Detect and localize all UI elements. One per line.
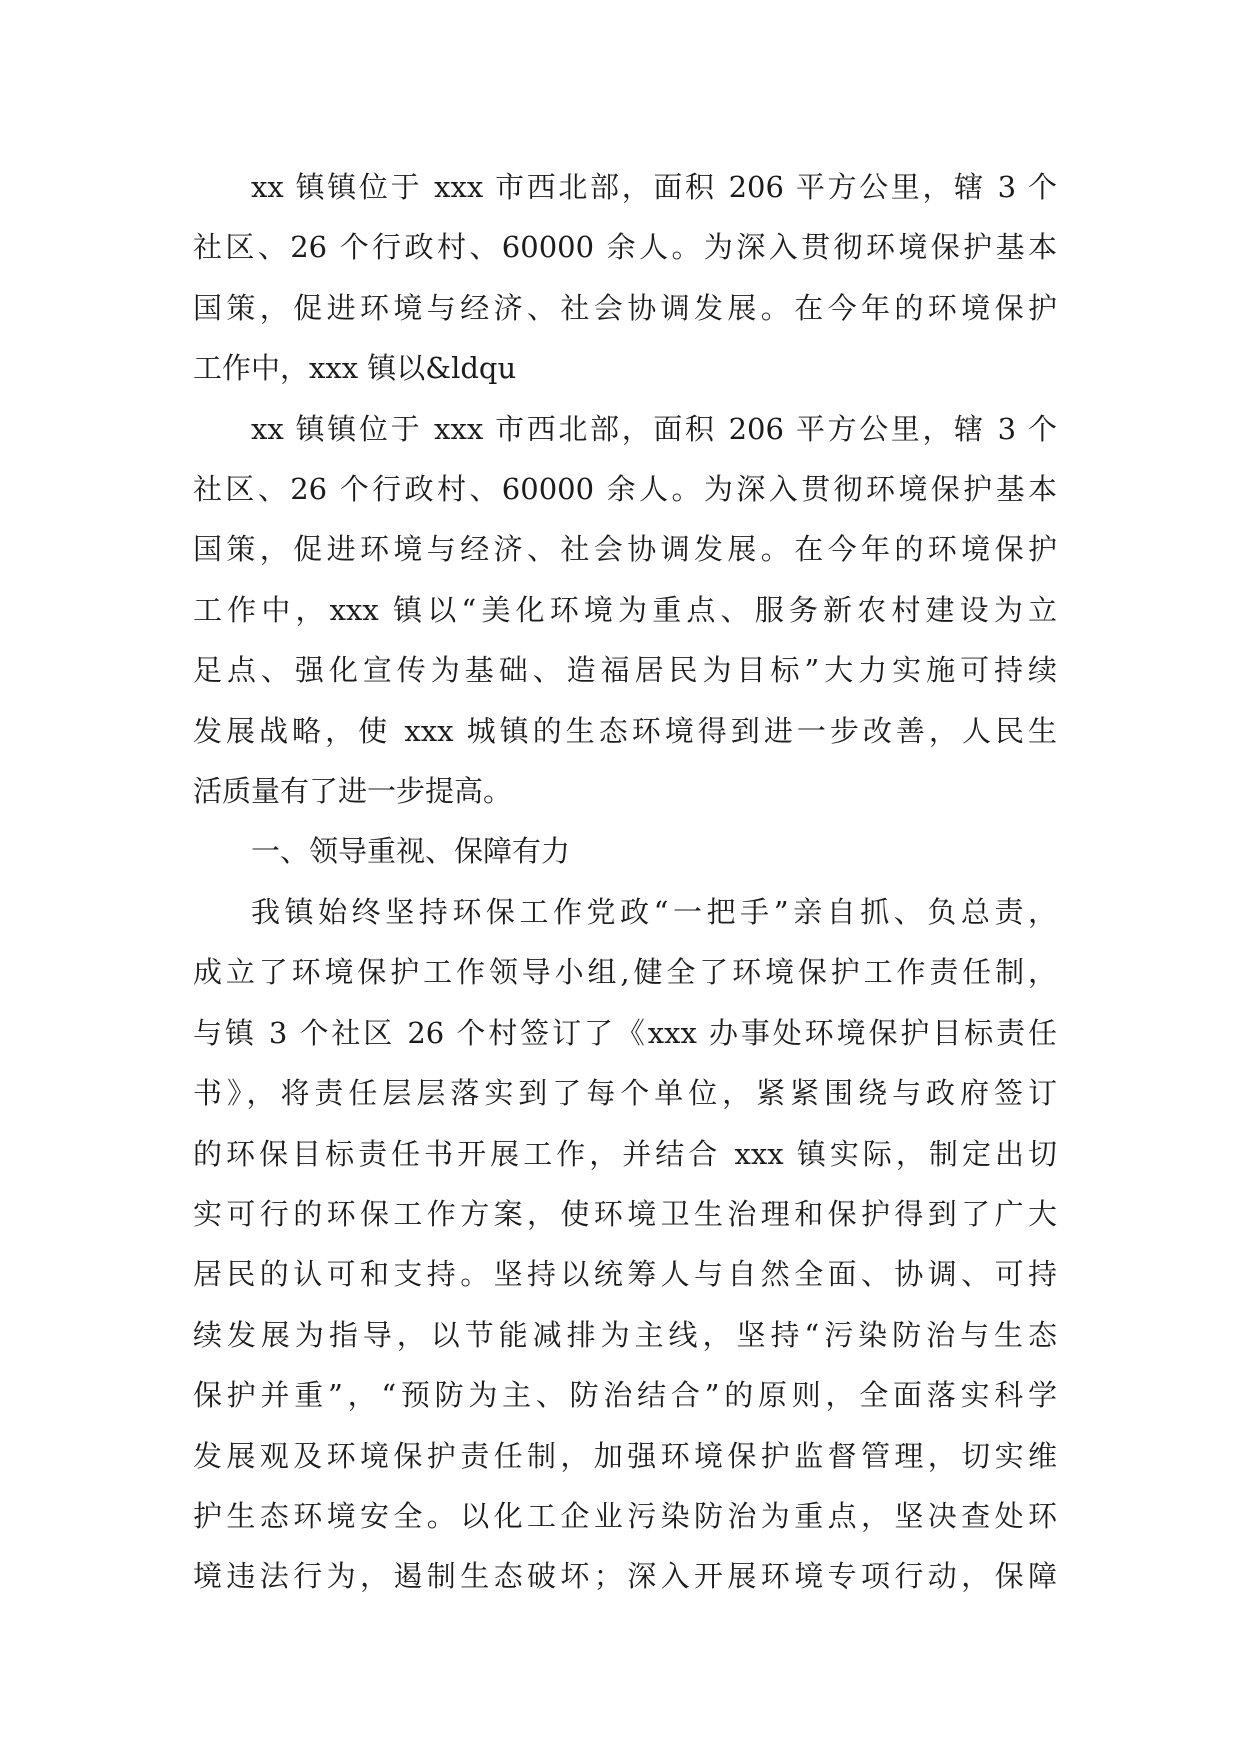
- text-line: 境违法行为，遏制生态破坏；深入开展环境专项行动，保障: [193, 1559, 1057, 1594]
- text-line: 实可行的环保工作方案，使环境卫生治理和保护得到了广大: [193, 1196, 1057, 1231]
- text-line: 发展观及环境保护责任制，加强环境保护监督管理，切实维: [193, 1438, 1057, 1473]
- paragraph-intro: [193, 157, 1057, 399]
- text-line: 社区、26 个行政村、60000 余人。为深入贯彻环境保护基本: [193, 472, 1057, 507]
- text-line: 社区、26 个行政村、60000 余人。为深入贯彻环境保护基本: [193, 230, 1057, 265]
- text-line: 足点、强化宣传为基础、造福居民为目标”大力实施可持续: [193, 653, 1057, 688]
- section-heading: [193, 821, 1057, 881]
- text-line: 活质量有了进一步提高。: [193, 774, 513, 809]
- text-line: xx 镇镇位于 xxx 市西北部，面积 206 平方公里，辖 3 个: [251, 411, 1057, 446]
- text-line: 护生态环境安全。以化工企业污染防治为重点，坚决查处环: [193, 1498, 1057, 1533]
- text-line: 工作中，xxx 镇以“美化环境为重点、服务新农村建设为立: [193, 592, 1057, 627]
- text-line: 居民的认可和支持。坚持以统筹人与自然全面、协调、可持: [193, 1257, 1057, 1292]
- text-line: xx 镇镇位于 xxx 市西北部，面积 206 平方公里，辖 3 个: [251, 170, 1057, 204]
- paragraph-overview: [193, 399, 1057, 822]
- text-line: 成立了环境保护工作领导小组,健全了环境保护工作责任制，: [193, 955, 1057, 990]
- text-line: 国策，促进环境与经济、社会协调发展。在今年的环境保护: [193, 532, 1057, 567]
- heading-line: 一、领导重视、保障有力: [251, 834, 571, 869]
- text-line: 国策，促进环境与经济、社会协调发展。在今年的环境保护: [193, 290, 1057, 325]
- text-line: 发展战略，使 xxx 城镇的生态环境得到进一步改善，人民生: [193, 713, 1057, 748]
- text-line: 保护并重”，“预防为主、防治结合”的原则，全面落实科学: [193, 1378, 1057, 1413]
- text-line: 与镇 3 个社区 26 个村签订了《xxx 办事处环境保护目标责任: [193, 1015, 1057, 1050]
- text-line: 书》，将责任层层落实到了每个单位，紧紧围绕与政府签订: [193, 1076, 1057, 1111]
- document-body: [193, 157, 1057, 1607]
- paragraph-leadership: [193, 882, 1057, 1607]
- text-line: 的环保目标责任书开展工作，并结合 xxx 镇实际，制定出切: [193, 1136, 1057, 1171]
- text-line: 我镇始终坚持环保工作党政“一把手”亲自抓、负总责，: [251, 894, 1057, 929]
- text-line: 续发展为指导，以节能减排为主线，坚持“污染防治与生态: [193, 1317, 1057, 1352]
- text-line: 工作中，xxx 镇以&ldqu: [193, 351, 517, 386]
